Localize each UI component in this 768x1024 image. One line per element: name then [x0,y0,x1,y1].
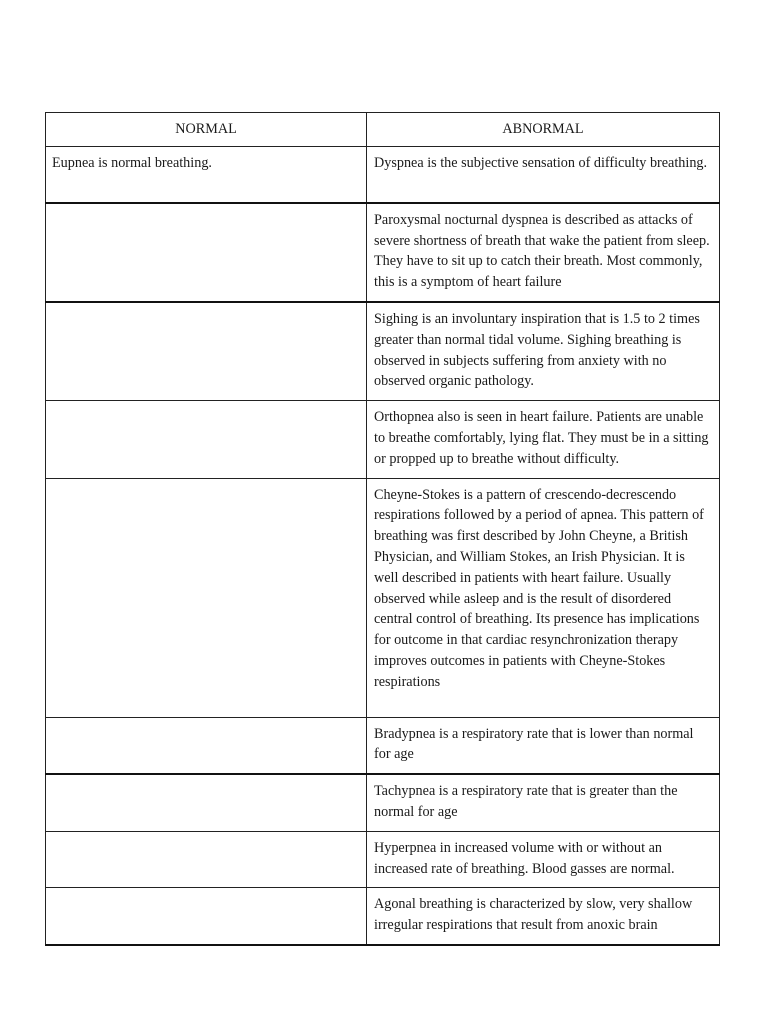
abnormal-cell: Paroxysmal nocturnal dyspnea is described as attacks of severe shortness of breath that wake the patient from sleep. They have to sit up to catch their breath. Most commonly, this is a symptom of heart failure [367,203,720,302]
normal-cell [46,774,367,831]
column-header-abnormal: ABNORMAL [367,113,720,147]
column-header-normal: NORMAL [46,113,367,147]
table-row [46,717,720,774]
normal-cell [46,203,367,302]
table-row [46,401,720,478]
abnormal-cell: Dyspnea is the subjective sensation of difficulty breathing. [367,146,720,203]
normal-cell: Eupnea is normal breathing. [46,146,367,203]
abnormal-cell: Agonal breathing is characterized by slow, very shallow irregular respirations that result from anoxic brain [367,888,720,945]
normal-cell [46,717,367,774]
table-row [46,888,720,945]
table-row [46,203,720,302]
table-header-row [46,113,720,147]
normal-cell [46,478,367,717]
abnormal-cell: Tachypnea is a respiratory rate that is greater than the normal for age [367,774,720,831]
table-row [46,774,720,831]
normal-cell [46,401,367,478]
table-row [46,146,720,203]
normal-cell [46,302,367,401]
abnormal-cell: Cheyne-Stokes is a pattern of crescendo-decrescendo respirations followed by a period of apnea. This pattern of breathing was first described by John Cheyne, a British Physician, and William Stokes, an Irish Physician. It is well described in patients with heart failure. Usually observed while asleep and is the result of disordered central control of breathing. Its presence has implications for outcome in that cardiac resynchronization therapy improves outcomes in patients with Cheyne-Stokes respirations [367,478,720,717]
normal-cell [46,831,367,888]
table-row [46,302,720,401]
abnormal-cell: Sighing is an involuntary inspiration that is 1.5 to 2 times greater than normal tidal volume. Sighing breathing is observed in subjects suffering from anxiety with no observed organic pathology. [367,302,720,401]
abnormal-cell: Orthopnea also is seen in heart failure. Patients are unable to breathe comfortably, lying flat. They must be in a sitting or propped up to breathe without difficulty. [367,401,720,478]
normal-cell [46,888,367,945]
breathing-comparison-table [45,112,720,946]
table-row [46,478,720,717]
abnormal-cell: Bradypnea is a respiratory rate that is lower than normal for age [367,717,720,774]
table-row [46,831,720,888]
abnormal-cell: Hyperpnea in increased volume with or without an increased rate of breathing. Blood gasses are normal. [367,831,720,888]
